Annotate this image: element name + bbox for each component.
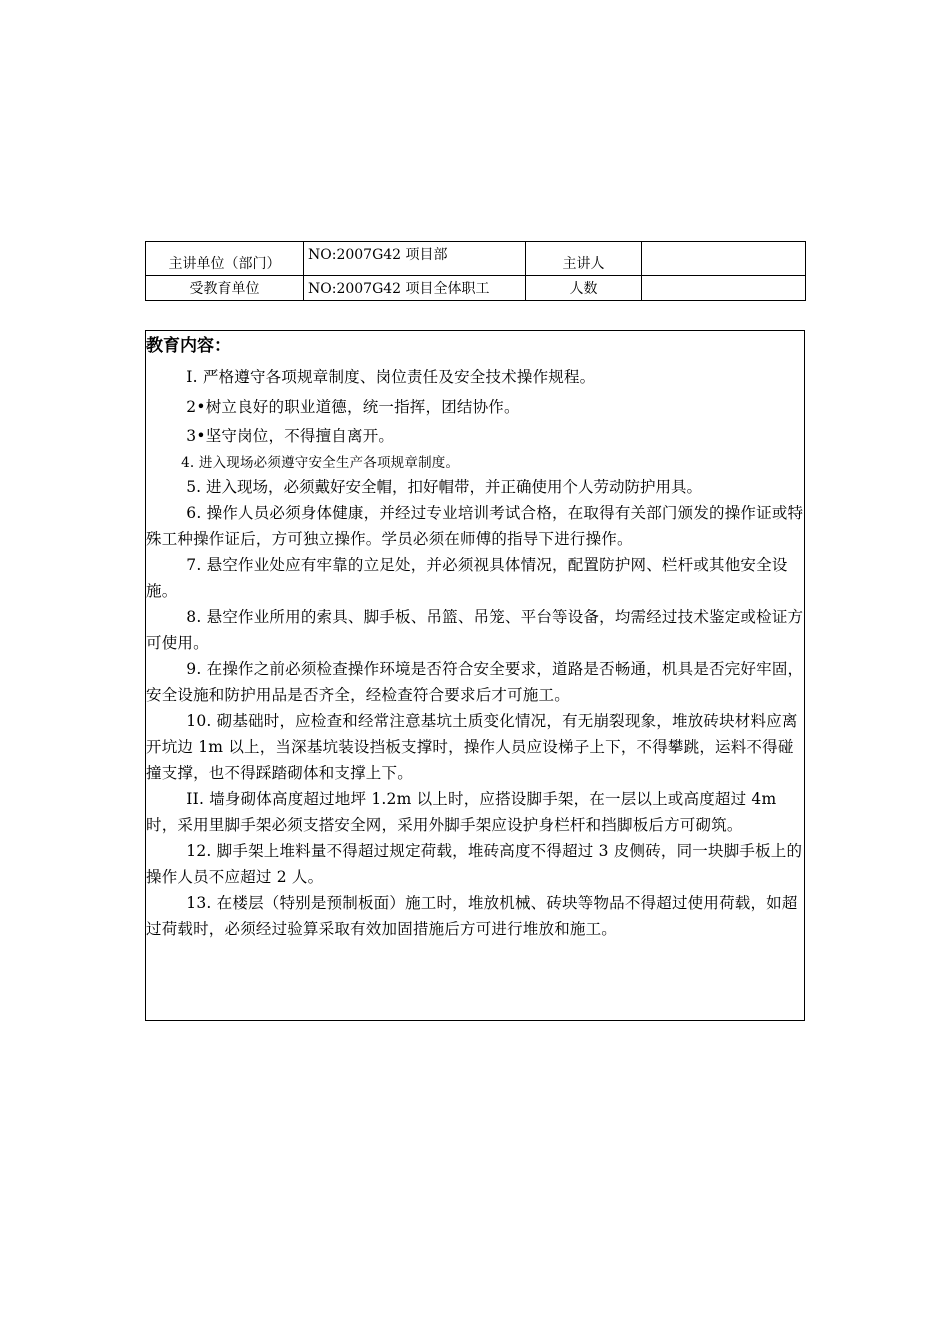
content-items [146,363,804,942]
audience-unit-value: NO:2007G42 项目全体职工 [304,276,526,301]
lecturer-label: 主讲人 [526,242,642,276]
content-item: 10. 砌基础时，应检查和经常注意基坑土质变化情况，有无崩裂现象，堆放砖块材料应离开坑边 1m 以上，当深基坑装设挡板支撑时，操作人员应设梯子上下，不得攀跳，运料不得碰撞支撑，也不得踩踏砌体和支撑上下。 [146,711,798,782]
content-item: 3•坚守岗位，不得擅自离开。 [186,427,395,445]
content-item: 5. 进入现场，必须戴好安全帽，扣好帽带，并正确使用个人劳动防护用具。 [186,477,703,496]
content-item: 8. 悬空作业所用的索具、脚手板、吊篮、吊笼、平台等设备，均需经过技术鉴定或检证方可使用。 [146,607,804,652]
lecture-unit-label: 主讲单位（部门） [146,242,304,276]
audience-unit-label: 受教育单位 [146,276,304,301]
info-row-audience [146,276,806,301]
headcount-value [642,276,806,301]
content-item: 12. 脚手架上堆料量不得超过规定荷载，堆砖高度不得超过 3 皮侧砖，同一块脚手板上的操作人员不应超过 2 人。 [146,841,803,886]
education-content-box [145,330,805,1021]
content-item: 13. 在楼层（特别是预制板面）施工时，堆放机械、砖块等物品不得超过使用荷载，如超过荷载时，必须经过验算采取有效加固措施后方可进行堆放和施工。 [146,893,798,938]
content-item: 9. 在操作之前必须检查操作环境是否符合安全要求，道路是否畅通，机具是否完好牢固，安全设施和防护用品是否齐全，经检查符合要求后才可施工。 [146,659,804,704]
content-item: II. 墙身砌体高度超过地坪 1.2m 以上时，应搭设脚手架，在一层以上或高度超过 4m 时，采用里脚手架必须支搭安全网，采用外脚手架应设护身栏杆和挡脚板后方可砌筑。 [146,789,777,834]
content-item: 2•树立良好的职业道德，统一指挥，团结协作。 [186,397,520,416]
content-item: I. 严格遵守各项规章制度、岗位责任及安全技术操作规程。 [186,368,596,386]
info-row-lecturer [146,242,806,276]
lecture-unit-value: NO:2007G42 项目部 [304,242,526,276]
lecturer-value [642,242,806,276]
headcount-label: 人数 [526,276,642,301]
content-item: 6. 操作人员必须身体健康，并经过专业培训考试合格，在取得有关部门颁发的操作证或特殊工种操作证后，方可独立操作。学员必须在师傅的指导下进行操作。 [146,503,804,548]
content-item: 4. 进入现场必须遵守安全生产各项规章制度。 [181,454,460,471]
info-table [145,241,806,301]
content-title: 教育内容： [146,336,231,356]
content-item: 7. 悬空作业处应有牢靠的立足处，并必须视具体情况，配置防护网、栏杆或其他安全设施。 [146,555,788,600]
